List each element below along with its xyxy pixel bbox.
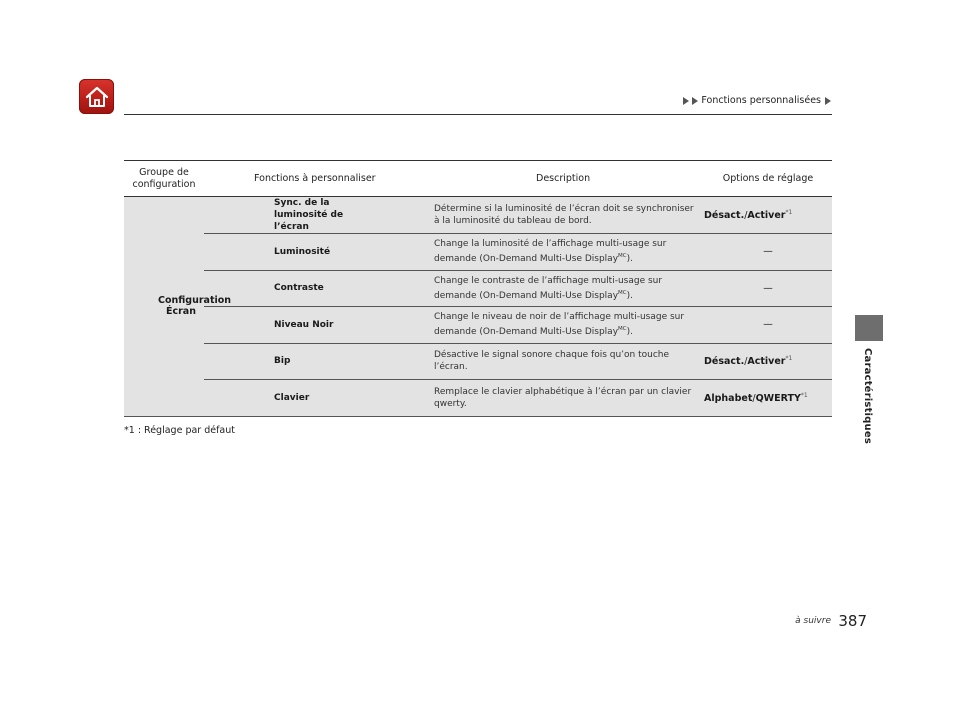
- description-cell: Change le niveau de noir de l’affichage multi-usage sur demande (On-Demand Multi-Use Display$^{MC}$).: [434, 307, 704, 344]
- description-cell: Change la luminosité de l’affichage multi-usage sur demande (On-Demand Multi-Use Display$^{MC}$).: [434, 234, 704, 271]
- header-group: Groupe de configuration: [124, 161, 204, 197]
- arrow-icon: [825, 97, 831, 105]
- function-cell: Luminosité: [204, 234, 434, 271]
- home-icon: [84, 85, 110, 109]
- footnote: *1 : Réglage par défaut: [124, 425, 236, 436]
- option-cell: —: [704, 270, 832, 307]
- option-cell: Alphabet/QWERTY$^{*1}$: [704, 380, 832, 417]
- arrow-icon: [683, 97, 689, 105]
- table-row: [124, 307, 832, 344]
- function-cell: Niveau Noir: [204, 307, 434, 344]
- table-row: [124, 234, 832, 271]
- section-tab: [855, 315, 883, 341]
- breadcrumb[interactable]: [683, 95, 832, 106]
- function-cell: Contraste: [204, 270, 434, 307]
- option-cell: —: [704, 307, 832, 344]
- arrow-icon: [692, 97, 698, 105]
- table-header-row: [124, 161, 832, 197]
- header-description: Description: [434, 161, 704, 197]
- description-cell: Change le contraste de l’affichage multi-usage sur demande (On-Demand Multi-Use Display$^{MC}$).: [434, 270, 704, 307]
- home-button[interactable]: [79, 79, 114, 114]
- option-cell: Désact./Activer$^{*1}$: [704, 197, 832, 234]
- table-row: [124, 380, 832, 417]
- function-cell: Bip: [204, 343, 434, 380]
- function-cell: Sync. de la luminosité de l’écran: [204, 197, 434, 234]
- header-options: Options de réglage: [704, 161, 832, 197]
- table-row: [124, 343, 832, 380]
- option-cell: —: [704, 234, 832, 271]
- header-divider: [124, 114, 832, 115]
- description-cell: Remplace le clavier alphabétique à l’écran par un clavier qwerty.: [434, 380, 704, 417]
- breadcrumb-label[interactable]: Fonctions personnalisées: [701, 95, 821, 106]
- header-functions: Fonctions à personnaliser: [204, 161, 434, 197]
- description-cell: Détermine si la luminosité de l’écran doit se synchroniser à la luminosité du tableau de bord.: [434, 197, 704, 234]
- table-row: [124, 197, 832, 234]
- section-label: Caractéristiques: [862, 348, 873, 444]
- function-cell: Clavier: [204, 380, 434, 417]
- settings-table: [124, 160, 832, 417]
- option-cell: Désact./Activer$^{*1}$: [704, 343, 832, 380]
- description-cell: Désactive le signal sonore chaque fois qu’on touche l’écran.: [434, 343, 704, 380]
- continued-label: à suivre: [795, 616, 831, 626]
- group-cell: Configuration Écran: [124, 197, 204, 417]
- page-number: 387: [838, 612, 867, 630]
